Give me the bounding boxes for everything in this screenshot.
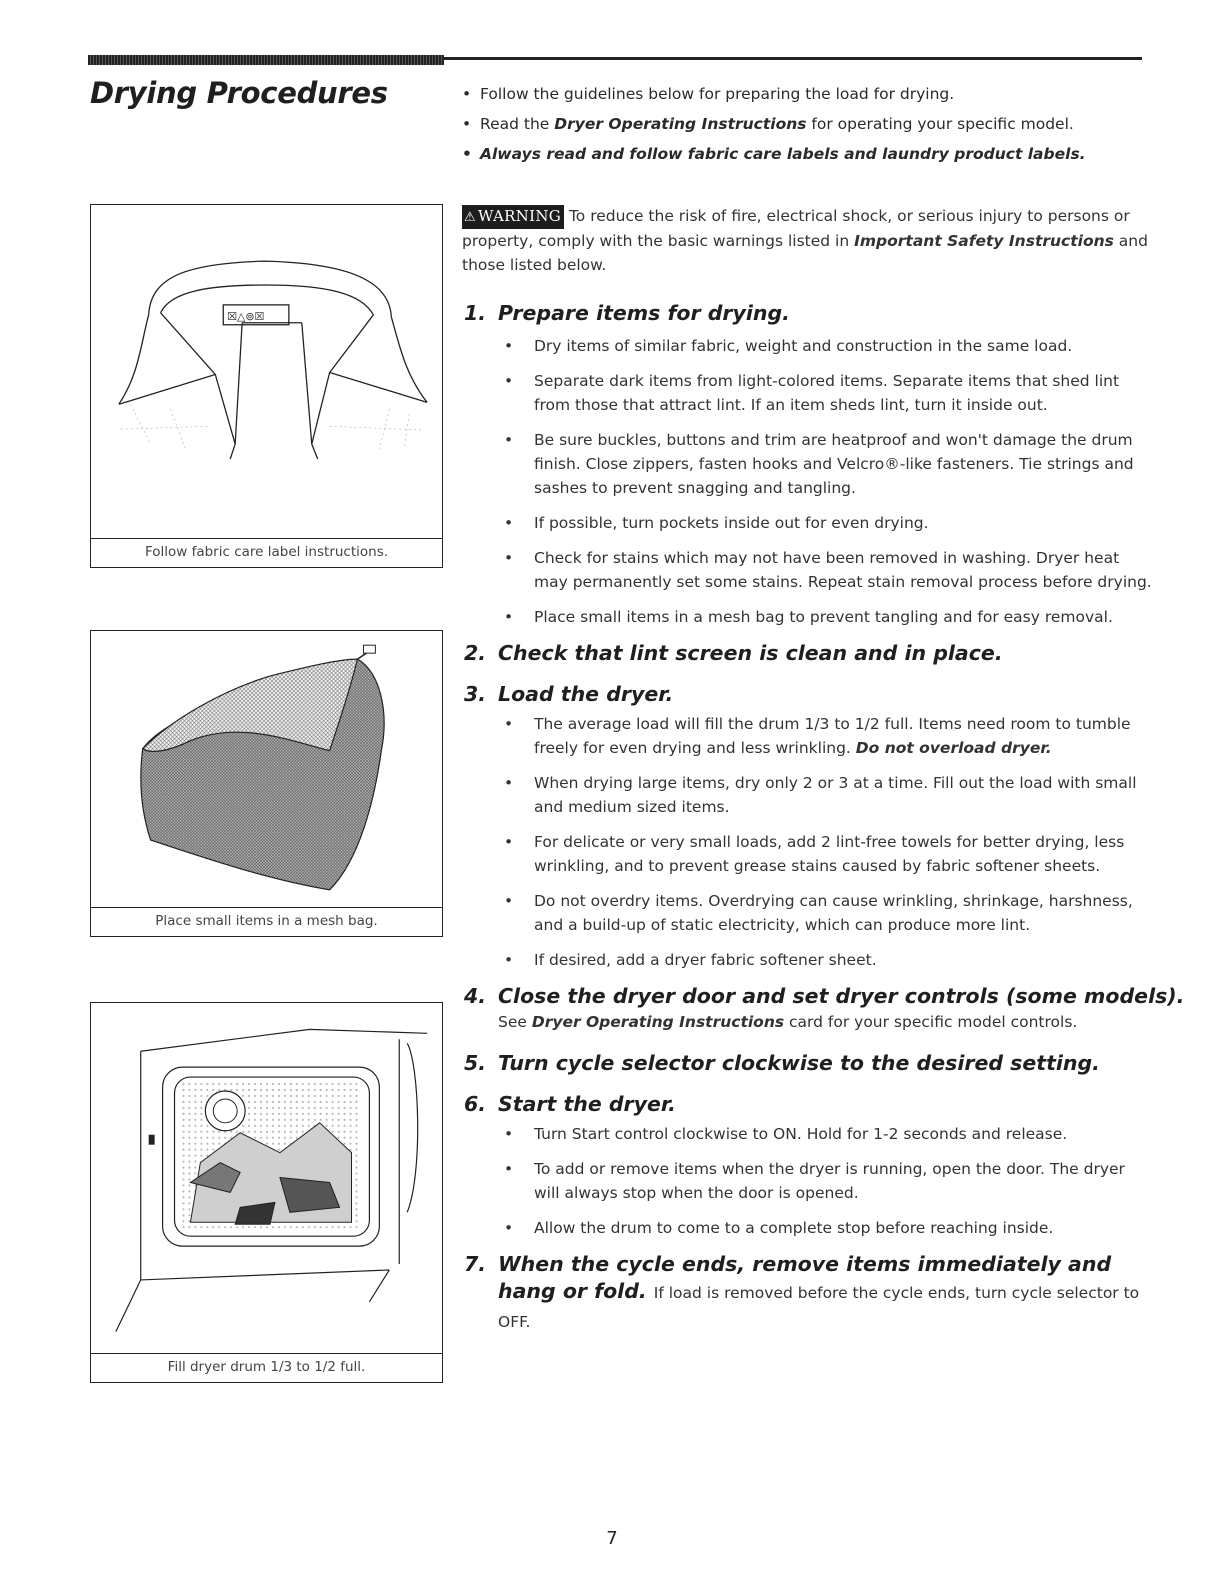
list-item: • Turn Start control clockwise to ON. Hold for 1-2 seconds and release. [498,1122,1152,1146]
step-heading: 6. Start the dryer. [464,1092,676,1116]
step-3 [462,681,1152,972]
list-item: • Place small items in a mesh bag to prevent tangling and for easy removal. [498,605,1152,629]
step-bullets [462,712,1152,972]
svg-text:☒△⊚☒: ☒△⊚☒ [227,309,265,323]
step-bullets [462,1122,1152,1240]
warning-notice: ⚠ WARNING To reduce the risk of fire, electrical shock, or serious injury to persons or property, comply with the basic warnings listed in Important Safety Instructions and those listed below. [462,207,1148,274]
list-item: • To add or remove items when the dryer is running, open the door. The dryer will always stop when the door is opened. [498,1157,1152,1205]
figure-caption: Fill dryer drum 1/3 to 1/2 full. [167,1359,366,1375]
page-number: 7 [606,1528,618,1549]
step-bullets [462,334,1152,629]
step-heading: 2. Check that lint screen is clean and in place. [464,641,1003,665]
intro-item: • Read the Dryer Operating Instructions for operating your specific model. [462,115,1074,133]
warning-triangle-icon: ⚠ [464,210,476,225]
intro-list [462,84,1152,174]
step-7 [462,1251,1152,1336]
list-item: • Dry items of similar fabric, weight and construction in the same load. [498,334,1152,358]
header-rule-line [444,57,1142,60]
step-heading: 3. Load the dryer. [464,682,674,706]
intro-item: • Always read and follow fabric care labels and laundry product labels. [462,145,1086,163]
page-title: Drying Procedures [90,76,388,110]
list-item: • When drying large items, dry only 2 or 3 at a time. Fill out the load with small and medium sized items. [498,771,1152,819]
step-2 [462,640,1152,667]
figure-care-label [90,204,443,568]
step-4 [462,983,1185,1034]
list-item: • The average load will fill the drum 1/3 to 1/2 full. Items need room to tumble freely for even drying and less wrinkling. Do not overload dryer. [498,712,1152,760]
list-item: • If possible, turn pockets inside out for even drying. [498,511,1152,535]
warning-badge: ⚠ WARNING [462,205,564,229]
figure-caption: Place small items in a mesh bag. [155,913,378,929]
step-heading: 1. Prepare items for drying. [464,301,790,325]
step-1 [462,300,1152,629]
step-6 [462,1091,1152,1240]
shirt-collar-care-label-icon [91,205,442,539]
step-heading: 5. Turn cycle selector clockwise to the desired setting. [464,1051,1100,1075]
header-rule-dark [88,55,444,65]
list-item: • Check for stains which may not have been removed in washing. Dryer heat may permanently set some stains. Repeat stain removal process before drying. [498,546,1152,594]
list-item: • Separate dark items from light-colored items. Separate items that shed lint from those that attract lint. If an item sheds lint, turn it inside out. [498,369,1152,417]
step-heading: 4. Close the dryer door and set dryer controls (some models). [464,984,1185,1008]
list-item: • Allow the drum to come to a complete stop before reaching inside. [498,1216,1152,1240]
list-item: • Do not overdry items. Overdrying can cause wrinkling, shrinkage, harshness, and a build-up of static electricity, which can produce more lint. [498,889,1152,937]
mesh-bag-icon [91,631,442,908]
list-item: • For delicate or very small loads, add 2 lint-free towels for better drying, less wrinkling, and to prevent grease stains caused by fabric softener sheets. [498,830,1152,878]
list-item: • Be sure buckles, buttons and trim are heatproof and won't damage the drum finish. Close zippers, fasten hooks and Velcro®-like fasteners. Tie strings and sashes to prevent snagging and tangling. [498,428,1152,500]
list-item: • If desired, add a dryer fabric softener sheet. [498,948,1152,972]
figure-dryer-drum [90,1002,443,1383]
figure-caption: Follow fabric care label instructions. [144,544,389,560]
step-description: See Dryer Operating Instructions card for your specific model controls. [498,1013,1078,1031]
intro-item: • Follow the guidelines below for preparing the load for drying. [462,85,955,103]
figure-mesh-bag [90,630,443,937]
step-5 [462,1050,1152,1077]
steps [462,300,1185,1336]
step-heading: 7. When the cycle ends, remove items immediately and hang or fold. If load is removed before the cycle ends, turn cycle selector to OFF. [464,1252,1140,1331]
dryer-drum-filled-icon [91,1003,442,1354]
